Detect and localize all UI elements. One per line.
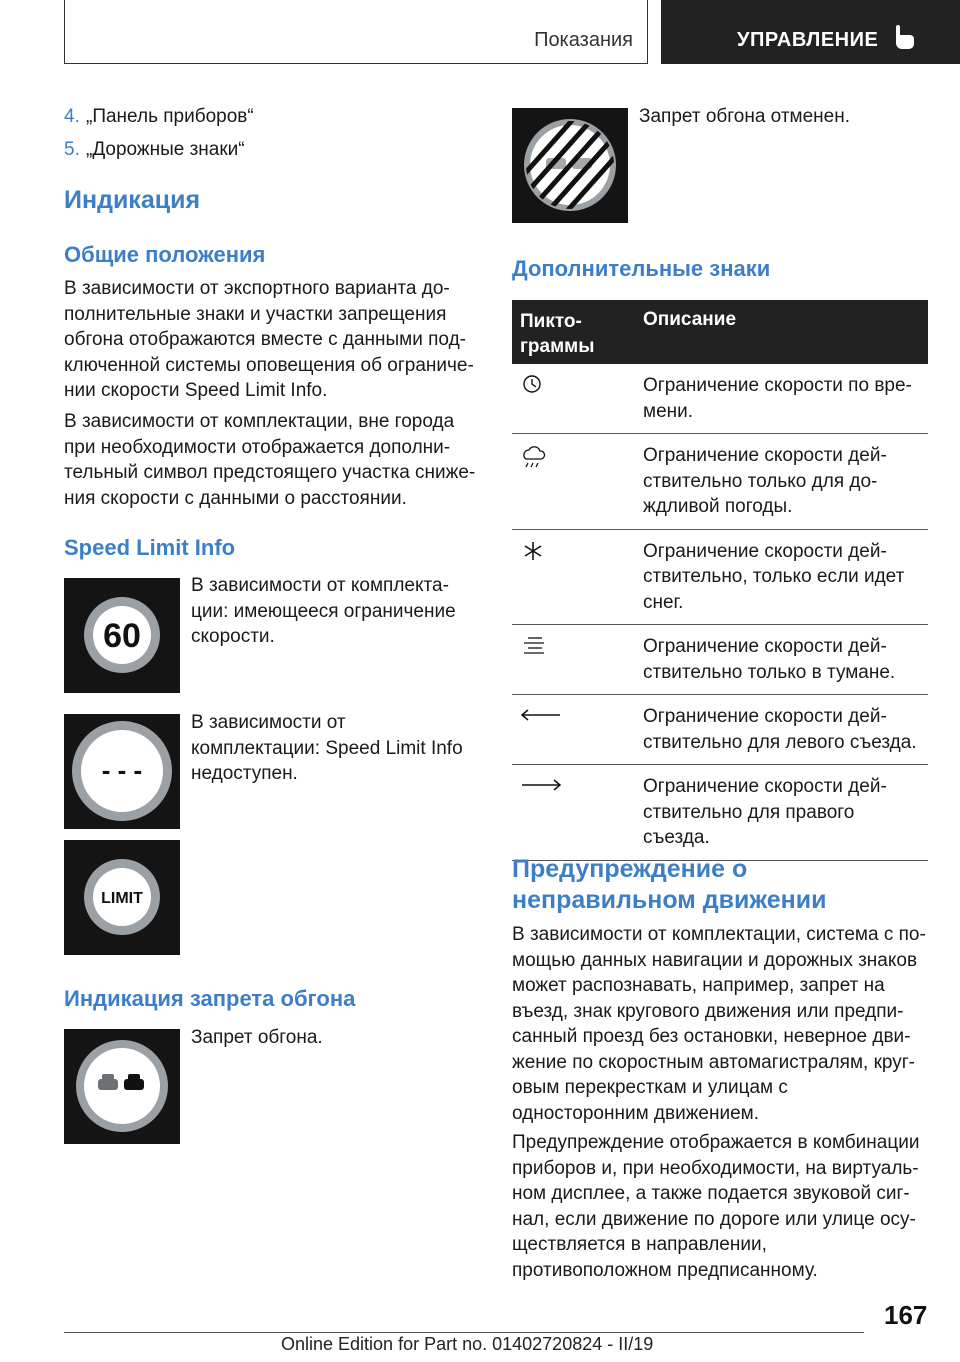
table-row: Ограничение скорости дей- ствительно, только если идет снег. [512, 530, 928, 626]
chapter-label: УПРАВЛЕНИЕ [737, 29, 879, 51]
additional-signs-table [512, 300, 928, 861]
chapter-tab [661, 0, 960, 64]
edition-info: Online Edition for Part no. 01402720824 - II/19 [281, 1334, 654, 1354]
heading-general: Общие положения [64, 242, 266, 267]
footer-divider [64, 1332, 864, 1333]
list-item: 5. „Дорожные знаки“ [64, 139, 245, 160]
end-overtake-description: Запрет обгона отменен. [639, 106, 850, 127]
paragraph-city: В зависимости от комплектации, вне города при необходимости отображается дополни- тельный символ предстоящего участка сниже- ния скорости с данными о расстоянии. [64, 411, 476, 509]
section-label: Показания [534, 29, 633, 51]
svg-text:LIMIT: LIMIT [101, 890, 143, 907]
table-row: Ограничение скорости дей- ствительно только в тумане. [512, 625, 928, 695]
svg-text:- - -: - - - [101, 755, 143, 785]
col-description: Описание [643, 309, 737, 330]
speed-limit-60-sign [64, 578, 180, 693]
table-row: Ограничение скорости дей- ствительно для правого съезда. [512, 765, 928, 861]
arrow-left-icon [520, 705, 564, 733]
heading-overtaking: Индикация запрета обгона [64, 986, 356, 1011]
col-pictograms: Пикто- граммы [520, 311, 595, 357]
sign-60-description: В зависимости от комплекта- ции: имеющееся ограничение скорости. [191, 575, 456, 647]
section-tab [64, 0, 648, 64]
overtake-description: Запрет обгона. [191, 1027, 323, 1048]
page-number: 167 [884, 1300, 928, 1330]
clock-icon [520, 374, 564, 402]
end-no-overtaking-sign [512, 108, 628, 223]
table-row: Ограничение скорости дей- ствительно для левого съезда. [512, 695, 928, 765]
paragraph-wrong-way-2: Предупреждение отображается в комбинации приборов и, при необходимости, на виртуаль- ном дисплее, а также подается звуковой сиг- нал, если движение по дороге или улице осу- ществляется в направлении, противоположном предписанному. [512, 1132, 920, 1281]
snowflake-icon [520, 540, 564, 568]
hand-pointer-icon [893, 24, 917, 50]
table-header [512, 300, 928, 364]
rain-cloud-icon [520, 444, 564, 472]
heading-wrong-way: Предупреждение о неправильном движении [512, 855, 827, 914]
list-item: 4. „Панель приборов“ [64, 106, 254, 127]
table-row: Ограничение скорости по вре- мени. [512, 364, 928, 434]
svg-text:60: 60 [103, 617, 141, 655]
heading-additional-signs: Дополнительные знаки [512, 256, 771, 281]
no-overtaking-sign [64, 1029, 180, 1144]
sign-dash-description: В зависимости от комплектации: Speed Limit Info недоступен. [191, 712, 463, 784]
heading-speed-limit-info: Speed Limit Info [64, 535, 236, 560]
paragraph-wrong-way-1: В зависимости от комплектации, система с по- мощью данных навигации и дорожных знаков может распознавать, например, запрет на въезд, знак кругового движения или предпи- санный проезд без остановки, неверное дви- жение по скоростным автомагистралям, круг- овым перекресткам и улицам с односторонним движением. [512, 924, 926, 1124]
heading-indication: Индикация [64, 186, 201, 214]
table-row: Ограничение скорости дей- ствительно только для до- ждливой погоды. [512, 434, 928, 530]
paragraph-export: В зависимости от экспортного варианта до- полнительные знаки и участки запрещения обгона отображаются вместе с данными под- ключенной системы оповещения об ограниче- нии скорости Speed Limit Info. [64, 278, 474, 401]
fog-icon [520, 635, 564, 663]
arrow-right-icon [520, 775, 564, 803]
speed-limit-unavailable-sign [64, 714, 180, 829]
limit-sign [64, 840, 180, 955]
